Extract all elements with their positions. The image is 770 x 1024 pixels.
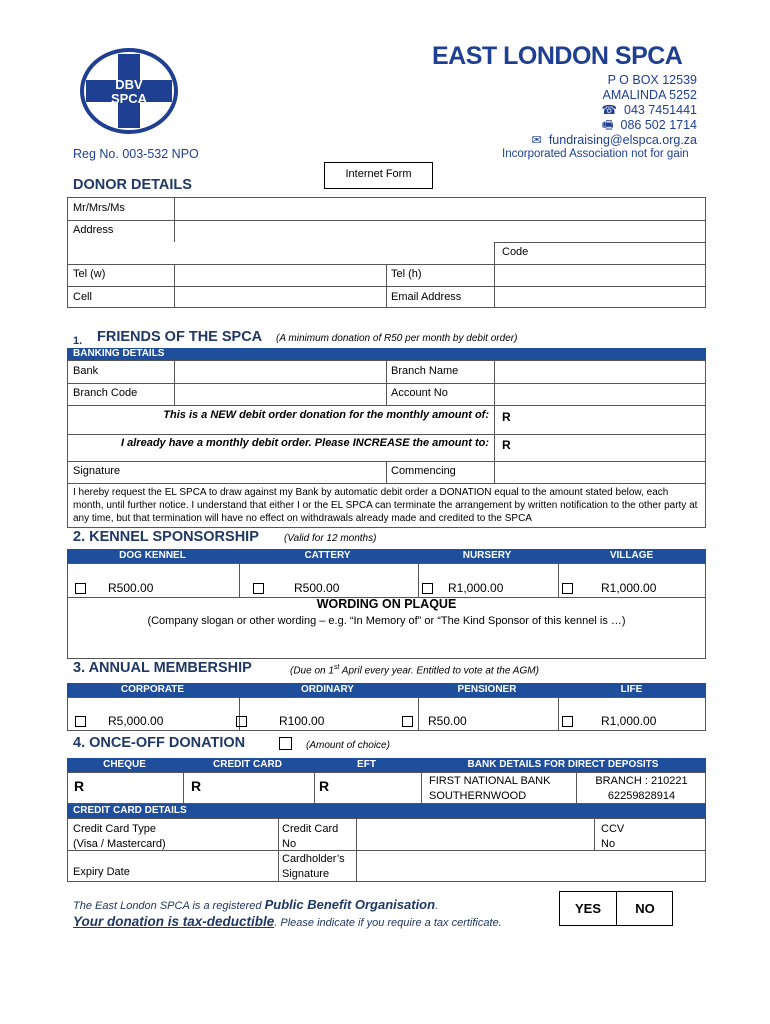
credit-card-currency: R <box>191 778 202 794</box>
life-checkbox[interactable] <box>562 716 573 727</box>
new-order-amount-field[interactable] <box>514 408 698 428</box>
onceoff-box <box>67 772 706 804</box>
kennel-heading: 2. KENNEL SPONSORSHIP <box>73 529 259 545</box>
friends-note: (A minimum donation of R50 per month by debit order) <box>276 333 518 344</box>
cc-number-label: Credit Card No <box>282 823 339 850</box>
nursery-amount: R1,000.00 <box>448 581 504 595</box>
cattery-checkbox[interactable] <box>253 583 264 594</box>
phone: 043 7451441 <box>624 103 697 117</box>
banking-details-box <box>67 360 706 528</box>
ccv-label: CCV No <box>601 823 625 850</box>
phone-icon: ☎ <box>601 103 618 117</box>
branch-code-label: Branch Code <box>73 387 138 399</box>
onceoff-note: (Amount of choice) <box>306 740 390 751</box>
col-village: VILLAGE <box>609 550 654 561</box>
account-no-label: Account No <box>391 387 448 399</box>
commencing-field[interactable] <box>498 463 698 481</box>
branch-name-label: Branch Name <box>391 365 459 377</box>
col-cattery: CATTERY <box>304 550 351 561</box>
cheque-currency: R <box>74 778 85 794</box>
banking-details-bar: BANKING DETAILS <box>67 348 706 360</box>
email-address-field[interactable] <box>498 288 698 306</box>
tel-home-field[interactable] <box>498 266 698 284</box>
increase-label: I already have a monthly debit order. Please INCREASE the amount to: <box>121 437 489 449</box>
bank-branch: SOUTHERNWOOD <box>429 790 527 802</box>
no-option[interactable]: NO <box>635 901 655 916</box>
address-label: Address <box>73 224 114 236</box>
branch-name-field[interactable] <box>498 363 698 381</box>
branch-code: BRANCH : 210221 <box>595 775 688 787</box>
tel-work-field[interactable] <box>178 266 382 284</box>
kennel-box <box>67 563 706 659</box>
col-life: LIFE <box>620 684 643 695</box>
email[interactable]: fundraising@elspca.org.za <box>548 133 697 147</box>
credit-card-box <box>67 818 706 882</box>
onceoff-checkbox[interactable] <box>279 737 292 750</box>
bank-field[interactable] <box>178 363 382 381</box>
dog-kennel-checkbox[interactable] <box>75 583 86 594</box>
col-eft: EFT <box>357 759 376 770</box>
city: AMALINDA 5252 <box>602 88 697 102</box>
code-label: Code <box>502 246 529 258</box>
col-corporate: CORPORATE <box>120 684 185 695</box>
reg-number: Reg No. 003-532 NPO <box>73 147 199 161</box>
credit-card-amount-field[interactable] <box>208 776 308 800</box>
email-address-label: Email Address <box>391 291 462 303</box>
col-pensioner: PENSIONER <box>457 684 517 695</box>
friends-heading: FRIENDS OF THE SPCA <box>97 329 263 345</box>
email-line <box>531 133 697 148</box>
increase-currency: R <box>502 438 511 452</box>
tel-home-label: Tel (h) <box>391 268 422 280</box>
corporate-checkbox[interactable] <box>75 716 86 727</box>
address-field[interactable] <box>178 222 698 240</box>
life-amount: R1,000.00 <box>601 714 657 728</box>
page-title: EAST LONDON SPCA <box>432 42 683 70</box>
yes-option[interactable]: YES <box>560 892 617 925</box>
pbo-statement: The East London SPCA is a registered Public Benefit Organisation. <box>73 897 439 912</box>
col-credit-card: CREDIT CARD <box>213 759 282 770</box>
fax-line <box>602 118 697 133</box>
kennel-header-bar <box>67 549 706 563</box>
tax-certificate-choice <box>559 891 673 926</box>
bank-label: Bank <box>73 365 99 377</box>
commencing-label: Commencing <box>391 465 456 477</box>
pensioner-amount: R50.00 <box>428 714 467 728</box>
village-amount: R1,000.00 <box>601 581 657 595</box>
po-box: P O BOX 12539 <box>607 73 697 87</box>
eft-amount-field[interactable] <box>336 776 416 800</box>
signature-label: Signature <box>73 465 121 477</box>
col-bank-details: BANK DETAILS FOR DIRECT DEPOSITS <box>467 759 659 770</box>
branch-code-field[interactable] <box>178 385 382 403</box>
tax-statement: Your donation is tax-deductible. Please indicate if you require a tax certificate. <box>73 914 502 929</box>
col-ordinary: ORDINARY <box>301 684 354 695</box>
title-label: Mr/Mrs/Ms <box>73 202 125 214</box>
onceoff-header-bar <box>67 758 706 772</box>
col-dog-kennel: DOG KENNEL <box>119 550 186 561</box>
ordinary-checkbox[interactable] <box>236 716 247 727</box>
account-number: 62259828914 <box>607 790 676 802</box>
col-nursery: NURSERY <box>462 550 512 561</box>
cardholder-signature-field[interactable] <box>360 852 700 878</box>
fax: 086 502 1714 <box>620 118 697 132</box>
pensioner-checkbox[interactable] <box>402 716 413 727</box>
plaque-note: (Company slogan or other wording – e.g. “In Memory of” or “The Kind Sponsor of this kennel is …) <box>147 615 626 627</box>
dog-kennel-amount: R500.00 <box>108 581 154 595</box>
debit-mandate-text: I hereby request the EL SPCA to draw against my Bank by automatic debit order a DONATION equal to the amount stated below, each month, until further notice. I understand that either I or the EL SPCA can terminate the arrangement by written notification to the other party at any time, but that termination will have no effect on withdrawals already made and credited to the SPCA <box>73 487 698 524</box>
membership-heading: 3. ANNUAL MEMBERSHIP <box>73 660 252 676</box>
fax-icon: 🖷 <box>601 118 614 132</box>
spca-logo <box>80 48 178 134</box>
section-1-number: 1. <box>73 335 83 347</box>
membership-box <box>67 697 706 731</box>
village-checkbox[interactable] <box>562 583 573 594</box>
nursery-checkbox[interactable] <box>422 583 433 594</box>
account-no-field[interactable] <box>498 385 698 403</box>
cheque-amount-field[interactable] <box>90 776 178 800</box>
signature-field[interactable] <box>178 463 382 481</box>
cattery-amount: R500.00 <box>294 581 340 595</box>
credit-card-details-bar: CREDIT CARD DETAILS <box>67 804 706 818</box>
title-field[interactable] <box>178 200 698 218</box>
increase-amount-field[interactable] <box>514 436 698 456</box>
cardholder-signature-label: Cardholder’s Signature <box>282 853 345 880</box>
kennel-note: (Valid for 12 months) <box>284 533 377 544</box>
tel-work-label: Tel (w) <box>73 268 106 280</box>
donor-details-heading: DONOR DETAILS <box>73 177 192 193</box>
plaque-title: WORDING ON PLAQUE <box>316 597 457 611</box>
corporate-amount: R5,000.00 <box>108 714 164 728</box>
incorporated-note: Incorporated Association not for gain <box>502 148 689 160</box>
plaque-wording-field[interactable] <box>72 630 701 656</box>
bank-name: FIRST NATIONAL BANK <box>429 775 551 787</box>
expiry-label: Expiry Date <box>73 866 130 878</box>
phone-line <box>601 103 697 118</box>
membership-header-bar <box>67 683 706 697</box>
eft-currency: R <box>319 778 330 794</box>
cc-type-label: Credit Card Type (Visa / Mastercard) <box>73 823 166 850</box>
membership-note: (Due on 1st April every year. Entitled to vote at the AGM) <box>290 664 539 677</box>
email-icon: ✉ <box>531 133 542 147</box>
donor-details-box <box>67 197 706 308</box>
svg-text:SPCA: SPCA <box>110 91 148 106</box>
cc-number-field[interactable] <box>360 822 590 848</box>
new-order-currency: R <box>502 410 511 424</box>
new-order-label: This is a NEW debit order donation for the monthly amount of: <box>163 409 489 421</box>
svg-text:DBV: DBV <box>115 77 143 92</box>
col-cheque: CHEQUE <box>103 759 146 770</box>
internet-form-tag: Internet Form <box>324 162 433 189</box>
cell-field[interactable] <box>178 288 382 306</box>
onceoff-heading: 4. ONCE-OFF DONATION <box>73 735 246 751</box>
ordinary-amount: R100.00 <box>279 714 325 728</box>
cell-label: Cell <box>73 291 92 303</box>
